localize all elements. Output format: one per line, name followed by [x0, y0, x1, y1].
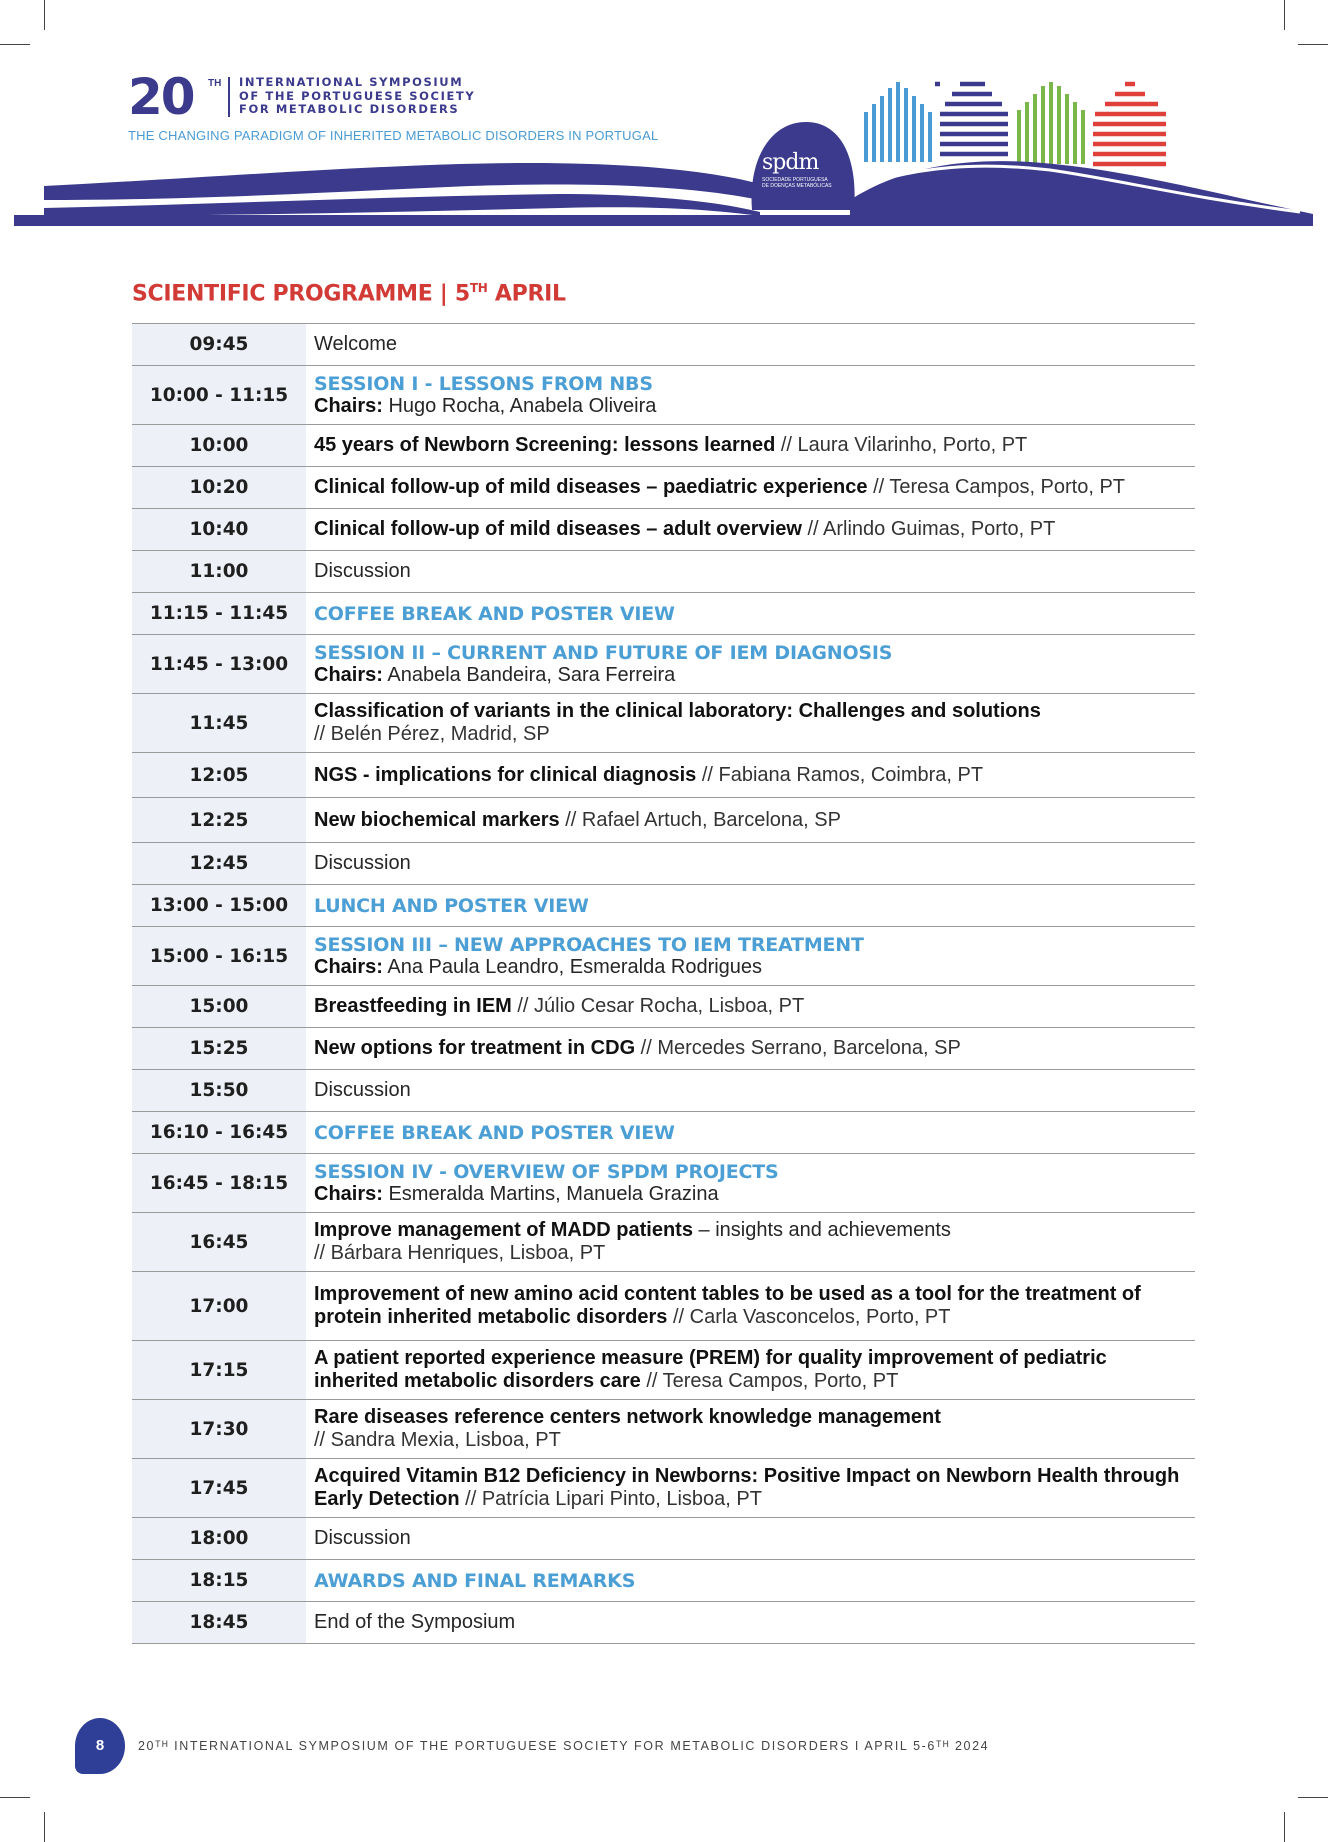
talk-speaker: // Carla Vasconcelos, Porto, PT	[667, 1306, 951, 1328]
break-title: LUNCH AND POSTER VIEW	[314, 894, 589, 917]
session-title: SESSION IV - OVERVIEW OF SPDM PROJECTS	[314, 1160, 779, 1183]
programme-content	[306, 1400, 1195, 1458]
programme-row	[132, 927, 1195, 986]
hut-green-icon	[1019, 82, 1083, 164]
talk-title: New biochemical markers	[314, 808, 560, 831]
talk-title: New options for treatment in CDG	[314, 1037, 636, 1059]
chairs-label: Chairs:	[314, 1182, 383, 1205]
talk-speaker: // Patrícia Lipari Pinto, Lisboa, PT	[459, 1488, 762, 1510]
programme-item-text: Discussion	[314, 852, 411, 874]
talk-speaker: // Júlio Cesar Rocha, Lisboa, PT	[511, 995, 805, 1017]
programme-row	[132, 798, 1195, 843]
programme-content	[306, 551, 1195, 592]
programme-content	[306, 753, 1195, 797]
programme-row	[132, 593, 1195, 635]
programme-row	[132, 1112, 1195, 1154]
programme-time: 11:45	[132, 694, 306, 752]
crop-mark	[1284, 1812, 1285, 1842]
programme-content	[306, 885, 1195, 926]
programme-row	[132, 1272, 1195, 1341]
programme-content	[306, 509, 1195, 550]
talk-speaker: // Sandra Mexia, Lisboa, PT	[314, 1429, 561, 1451]
programme-time: 17:45	[132, 1459, 306, 1517]
programme-section-title	[132, 281, 566, 306]
talk-speaker: // Laura Vilarinho, Porto, PT	[775, 434, 1028, 456]
programme-time: 11:45 - 13:00	[132, 635, 306, 693]
programme-time: 10:00	[132, 425, 306, 466]
programme-time: 15:00	[132, 986, 306, 1027]
session-chairs	[314, 956, 1185, 979]
talk-speaker: // Arlindo Guimas, Porto, PT	[801, 518, 1056, 540]
talk-line	[314, 518, 1185, 541]
programme-time: 16:45 - 18:15	[132, 1154, 306, 1212]
programme-time: 17:30	[132, 1400, 306, 1458]
hut-blue-icon	[862, 82, 932, 162]
programme-row	[132, 467, 1195, 509]
talk-line	[314, 700, 1185, 723]
chairs-names: Hugo Rocha, Anabela Oliveira	[382, 394, 657, 417]
talk-title: 45 years of Newborn Screening: lessons learned	[314, 434, 776, 456]
programme-row	[132, 1560, 1195, 1602]
chairs-label: Chairs:	[314, 955, 383, 978]
chairs-names: Esmeralda Martins, Manuela Grazina	[382, 1182, 719, 1205]
programme-time: 18:15	[132, 1560, 306, 1601]
talk-speaker: // Bárbara Henriques, Lisboa, PT	[314, 1242, 606, 1264]
talk-title: NGS - implications for clinical diagnosis	[314, 763, 697, 786]
talk-title: Breastfeeding in IEM	[314, 995, 512, 1017]
talk-speaker: // Fabiana Ramos, Coimbra, PT	[696, 763, 984, 786]
programme-row	[132, 885, 1195, 927]
programme-content	[306, 1112, 1195, 1153]
symposium-title	[239, 76, 475, 117]
symposium-title-line: OF THE PORTUGUESE SOCIETY	[239, 88, 476, 103]
programme-item-text: End of the Symposium	[314, 1611, 516, 1633]
page-number: 8	[95, 1737, 105, 1754]
section-title-end: APRIL	[487, 281, 566, 307]
talk-title: Acquired Vitamin B12 Deficiency in Newborns: Positive Impact on Newborn Health through Early Detection	[314, 1465, 1180, 1510]
programme-item-text: Discussion	[314, 1079, 411, 1101]
programme-time: 16:45	[132, 1213, 306, 1271]
programme-item-text: Welcome	[314, 333, 397, 355]
logo-divider	[228, 77, 230, 117]
symposium-title-line: INTERNATIONAL SYMPOSIUM	[239, 75, 464, 89]
programme-content	[306, 1213, 1195, 1271]
programme-item-text: Discussion	[314, 1527, 411, 1549]
programme-row	[132, 324, 1195, 366]
talk-title: Classification of variants in the clinical laboratory: Challenges and solutions	[314, 700, 1041, 722]
programme-row	[132, 1341, 1195, 1400]
banner-baseline	[14, 215, 1313, 226]
talk-title: Improve management of MADD patients	[314, 1219, 693, 1241]
symposium-logo-number: 20	[128, 68, 194, 126]
programme-time: 09:45	[132, 324, 306, 365]
programme-content	[306, 1341, 1195, 1399]
programme-time: 10:20	[132, 467, 306, 508]
symposium-title-line: FOR METABOLIC DISORDERS	[239, 102, 460, 116]
talk-line	[314, 1219, 1185, 1242]
session-title: SESSION II – CURRENT AND FUTURE OF IEM DIAGNOSIS	[314, 641, 893, 664]
talk-speaker: // Mercedes Serrano, Barcelona, SP	[635, 1037, 961, 1059]
programme-time: 15:25	[132, 1028, 306, 1069]
break-title: COFFEE BREAK AND POSTER VIEW	[314, 1121, 675, 1144]
break-title: AWARDS AND FINAL REMARKS	[314, 1569, 636, 1592]
header-banner-illustration	[0, 0, 1328, 240]
programme-content	[306, 1070, 1195, 1111]
programme-table	[132, 323, 1195, 1644]
programme-row	[132, 509, 1195, 551]
programme-row	[132, 753, 1195, 798]
talk-line	[314, 1406, 1185, 1429]
talk-line	[314, 995, 1185, 1018]
talk-line	[314, 1347, 1185, 1393]
section-title-text: SCIENTIFIC PROGRAMME | 5	[132, 281, 470, 307]
programme-time: 11:15 - 11:45	[132, 593, 306, 634]
programme-row	[132, 1602, 1195, 1644]
talk-title: Clinical follow-up of mild diseases – adult overview	[314, 518, 802, 540]
symposium-logo-sup: TH	[208, 78, 222, 89]
programme-content	[306, 1560, 1195, 1601]
programme-time: 10:40	[132, 509, 306, 550]
programme-content	[306, 635, 1195, 693]
hut-navy-icon	[935, 84, 1008, 154]
spdm-logo-caption: SOCIEDADE PORTUGUESA DE DOENÇAS METABÓLICAS	[762, 177, 832, 189]
programme-content	[306, 694, 1195, 752]
programme-row	[132, 843, 1195, 885]
session-chairs	[314, 664, 1185, 687]
programme-content	[306, 1459, 1195, 1517]
programme-row	[132, 1028, 1195, 1070]
talk-line	[314, 764, 1185, 787]
programme-time: 17:15	[132, 1341, 306, 1399]
programme-content	[306, 366, 1195, 424]
programme-time: 16:10 - 16:45	[132, 1112, 306, 1153]
programme-row	[132, 1154, 1195, 1213]
talk-line	[314, 1465, 1185, 1511]
programme-content	[306, 986, 1195, 1027]
programme-content	[306, 324, 1195, 365]
programme-content	[306, 425, 1195, 466]
talk-line	[314, 809, 1185, 832]
chairs-names: Anabela Bandeira, Sara Ferreira	[382, 663, 676, 686]
programme-content	[306, 798, 1195, 842]
programme-row	[132, 1459, 1195, 1518]
talk-line	[314, 1283, 1185, 1329]
talk-title: Improvement of new amino acid content tables to be used as a tool for the treatment of protein inherited metabolic disorders	[314, 1283, 1141, 1328]
session-title: SESSION III – NEW APPROACHES TO IEM TREATMENT	[314, 933, 864, 956]
session-chairs	[314, 1183, 1185, 1206]
crop-mark	[44, 1812, 45, 1842]
talk-title: Clinical follow-up of mild diseases – paediatric experience	[314, 476, 868, 498]
programme-time: 18:45	[132, 1602, 306, 1643]
programme-time: 18:00	[132, 1518, 306, 1559]
programme-content	[306, 1154, 1195, 1212]
programme-content	[306, 1602, 1195, 1643]
programme-time: 17:00	[132, 1272, 306, 1340]
programme-row	[132, 366, 1195, 425]
talk-speaker: // Rafael Artuch, Barcelona, SP	[559, 808, 841, 831]
programme-time: 15:50	[132, 1070, 306, 1111]
chairs-label: Chairs:	[314, 394, 383, 417]
programme-time: 13:00 - 15:00	[132, 885, 306, 926]
hut-red-icon	[1093, 84, 1166, 164]
programme-content	[306, 593, 1195, 634]
programme-time: 15:00 - 16:15	[132, 927, 306, 985]
talk-speaker: // Belén Pérez, Madrid, SP	[314, 723, 550, 745]
talk-speaker: // Teresa Campos, Porto, PT	[640, 1370, 899, 1392]
programme-item-text: Discussion	[314, 560, 411, 582]
talk-title: A patient reported experience measure (PREM) for quality improvement of pediatric inherited metabolic disorders care	[314, 1347, 1107, 1392]
programme-time: 11:00	[132, 551, 306, 592]
programme-row	[132, 1213, 1195, 1272]
talk-line	[314, 434, 1185, 457]
talk-title: Rare diseases reference centers network knowledge management	[314, 1406, 941, 1428]
programme-content	[306, 467, 1195, 508]
session-chairs	[314, 395, 1185, 418]
crop-mark	[0, 1797, 30, 1798]
spdm-logo-text: spdm	[762, 150, 819, 175]
programme-row	[132, 694, 1195, 753]
programme-row	[132, 1400, 1195, 1459]
chairs-label: Chairs:	[314, 663, 383, 686]
programme-content	[306, 1272, 1195, 1340]
section-title-sup: TH	[469, 281, 488, 295]
session-title: SESSION I - LESSONS FROM NBS	[314, 372, 653, 395]
programme-row	[132, 1070, 1195, 1112]
programme-row	[132, 551, 1195, 593]
spdm-logo	[762, 150, 842, 189]
crop-mark	[1298, 1797, 1328, 1798]
programme-content	[306, 843, 1195, 884]
programme-row	[132, 425, 1195, 467]
programme-content	[306, 927, 1195, 985]
programme-time: 12:05	[132, 753, 306, 797]
break-title: COFFEE BREAK AND POSTER VIEW	[314, 602, 675, 625]
programme-content	[306, 1028, 1195, 1069]
programme-row	[132, 986, 1195, 1028]
talk-line	[314, 1037, 1185, 1060]
chairs-names: Ana Paula Leandro, Esmeralda Rodrigues	[382, 955, 763, 978]
programme-content	[306, 1518, 1195, 1559]
talk-title-rest: – insights and achievements	[692, 1219, 951, 1241]
programme-row	[132, 635, 1195, 694]
talk-line	[314, 476, 1185, 499]
footer-text: 20ᵀᴴ INTERNATIONAL SYMPOSIUM OF THE PORTUGUESE SOCIETY FOR METABOLIC DISORDERS I APRIL 5-6ᵀᴴ 2024	[138, 1739, 990, 1753]
programme-time: 10:00 - 11:15	[132, 366, 306, 424]
programme-time: 12:45	[132, 843, 306, 884]
talk-speaker: // Teresa Campos, Porto, PT	[867, 476, 1126, 498]
programme-time: 12:25	[132, 798, 306, 842]
programme-row	[132, 1518, 1195, 1560]
symposium-tagline: THE CHANGING PARADIGM OF INHERITED METABOLIC DISORDERS IN PORTUGAL	[128, 128, 659, 143]
wave-left	[44, 163, 760, 200]
